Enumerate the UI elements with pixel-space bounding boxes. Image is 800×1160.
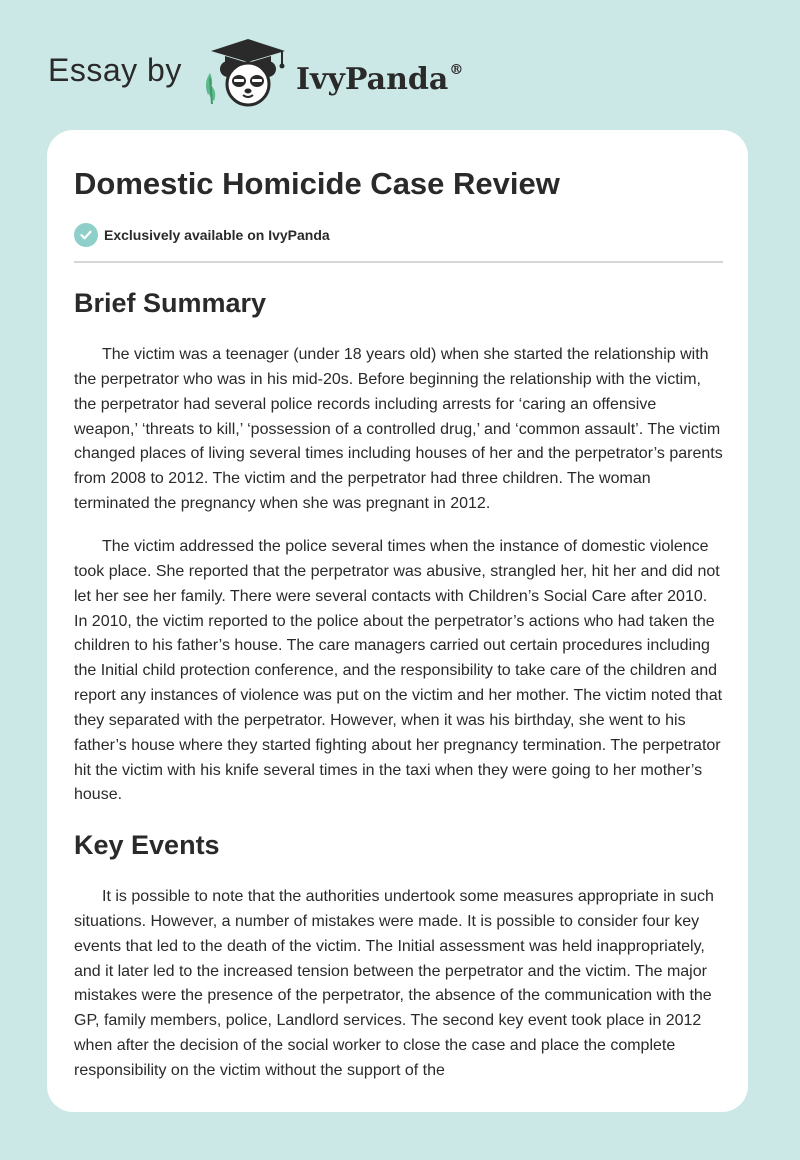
- registered-mark: ®: [449, 62, 464, 78]
- check-circle-icon: [74, 223, 98, 247]
- section-heading-key-events: Key Events: [74, 830, 220, 860]
- page-title: Domestic Homicide Case Review: [74, 166, 560, 201]
- paragraph: The victim addressed the police several times when the instance of domestic violence took place. She reported that the perpetrator was abusive, strangled her, hit her and did not let her see her family. There were several contacts with Children’s Social Care after 2010. In 2010, the victim reported to the police about the perpetrator’s actions who had taken the children to his father’s house. The care managers carried out certain procedures including the Initial child protection conference, and the responsibility to take care of the children and report any instances of violence was put on the victim and her mother. The victim noted that they separated with the perpetrator. However, when it was his birthday, she went to his father’s house where they started fighting about her pregnancy termination. The perpetrator hit the victim with his knife several times in the taxi when they were going to her mother’s house.: [74, 538, 723, 804]
- paragraph: The victim was a teenager (under 18 years old) when she started the relationship with the perpetrator who was in his mid-20s. Before beginning the relationship with the victim, the perpetrator had several police records including arrests for ‘caring an offensive weapon,’ ‘threats to kill,’ ‘possession of a controlled drug,’ and ‘common assault’. The victim changed places of living several times including houses of her and the perpetrator’s parents from 2008 to 2012. The victim and the perpetrator had three children. The woman terminated the pregnancy when she was pregnant in 2012.: [74, 346, 723, 513]
- brand-name[interactable]: [296, 54, 463, 100]
- title-divider: [74, 261, 723, 263]
- brand-name-text: IvyPanda: [296, 62, 449, 97]
- section-heading-brief-summary: Brief Summary: [74, 288, 267, 318]
- essay-card: [47, 130, 748, 1112]
- exclusive-badge: [74, 222, 330, 248]
- exclusive-label: Exclusively available on IvyPanda: [104, 227, 330, 243]
- panda-graduate-logo-icon[interactable]: [201, 38, 295, 108]
- brand-prefix: Essay by: [48, 52, 182, 88]
- site-header: [0, 0, 800, 130]
- paragraph: It is possible to note that the authorities undertook some measures appropriate in such situations. However, a number of mistakes were made. It is possible to consider four key events that led to the death of the victim. The Initial assessment was held inappropriately, and it later led to the increased tension between the perpetrator and the victim. The major mistakes were the presence of the perpetrator, the absence of the communication with the GP, family members, police, Landlord services. The second key event took place in 2012 when after the decision of the social worker to close the case and place the complete responsibility on the victim without the support of the: [74, 888, 714, 1079]
